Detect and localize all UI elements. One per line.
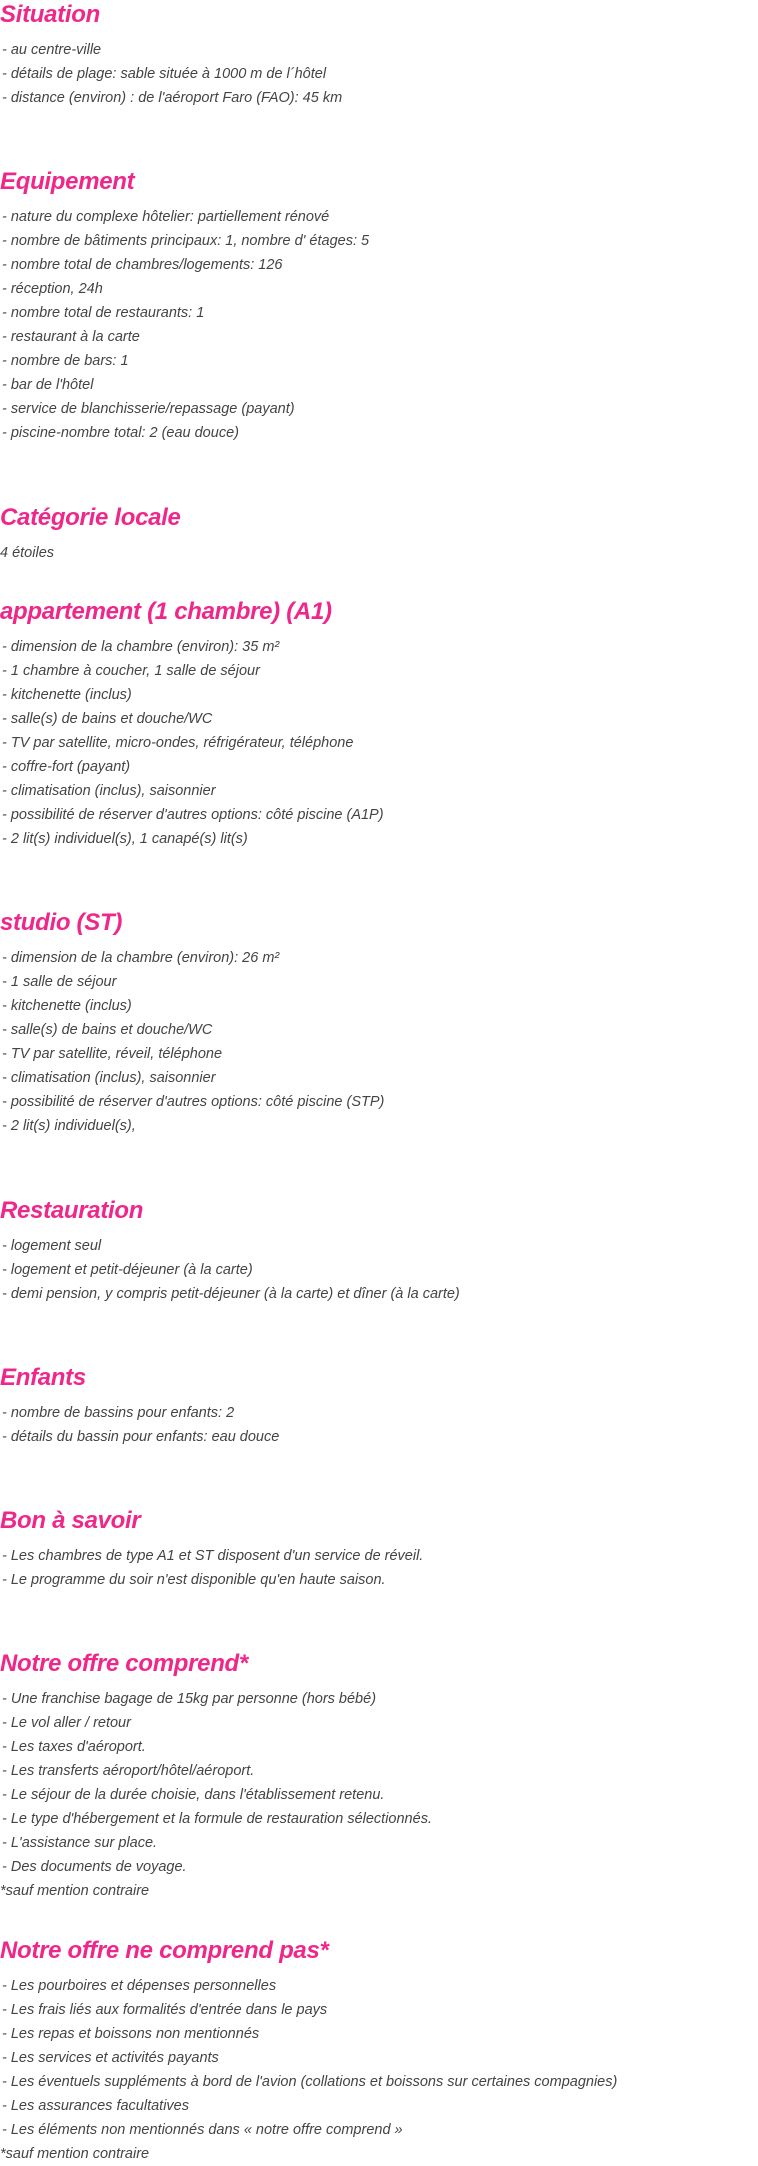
section-title: Notre offre ne comprend pas* [0, 1937, 329, 1964]
list-item: - Les taxes d'aéroport. [2, 1739, 146, 1755]
list-item: - TV par satellite, réveil, téléphone [2, 1046, 223, 1062]
list-item: - distance (environ) : de l'aéroport Faro (FAO): 45 km [2, 90, 343, 106]
section-lines [0, 1544, 758, 1592]
section-restauration [0, 1196, 758, 1306]
list-item: - 1 chambre à coucher, 1 salle de séjour [2, 663, 260, 679]
list-item: - kitchenette (inclus) [2, 998, 132, 1014]
section-lines [0, 1974, 758, 2166]
list-item: - Une franchise bagage de 15kg par personne (hors bébé) [2, 1691, 377, 1707]
list-item: - nombre de bassins pour enfants: 2 [2, 1405, 235, 1421]
section-offre-ne-comprend-pas [0, 1936, 758, 2166]
section-title: Enfants [0, 1364, 86, 1391]
list-item: - Les éléments non mentionnés dans « notre offre comprend » [2, 2122, 403, 2138]
list-item: - Les repas et boissons non mentionnés [2, 2026, 260, 2042]
list-item: - nombre de bâtiments principaux: 1, nombre d' étages: 5 [2, 233, 370, 249]
section-title: Catégorie locale [0, 504, 181, 531]
list-item: - Le vol aller / retour [2, 1715, 131, 1731]
section-enfants [0, 1363, 758, 1449]
list-item: - kitchenette (inclus) [2, 687, 132, 703]
section-title: Notre offre comprend* [0, 1650, 248, 1677]
list-item: - possibilité de réserver d'autres options: côté piscine (A1P) [2, 807, 384, 823]
list-item: - TV par satellite, micro-ondes, réfrigérateur, téléphone [2, 735, 354, 751]
section-title: appartement (1 chambre) (A1) [0, 598, 332, 625]
list-item: - nombre de bars: 1 [2, 353, 129, 369]
list-item: - restaurant à la carte [2, 329, 140, 345]
list-item: - Les pourboires et dépenses personnelles [2, 1978, 277, 1994]
section-title: Bon à savoir [0, 1507, 141, 1534]
section-lines [0, 205, 758, 445]
list-item: - détails de plage: sable située à 1000 m de l´hôtel [2, 66, 327, 82]
list-item: - logement seul [2, 1238, 102, 1254]
section-title: Equipement [0, 168, 135, 195]
list-item: - L'assistance sur place. [2, 1835, 158, 1851]
list-item: - Les chambres de type A1 et ST disposent d'un service de réveil. [2, 1548, 424, 1564]
list-item: - logement et petit-déjeuner (à la carte) [2, 1262, 253, 1278]
section-title: studio (ST) [0, 909, 123, 936]
list-item: - réception, 24h [2, 281, 103, 297]
list-item: - Les assurances facultatives [2, 2098, 189, 2114]
section-studio [0, 908, 758, 1138]
list-item: - possibilité de réserver d'autres options: côté piscine (STP) [2, 1094, 385, 1110]
section-appartement [0, 597, 758, 851]
list-item: - climatisation (inclus), saisonnier [2, 1070, 216, 1086]
list-item: - bar de l'hôtel [2, 377, 94, 393]
list-item: - climatisation (inclus), saisonnier [2, 783, 216, 799]
section-title: Situation [0, 1, 100, 28]
section-title: Restauration [0, 1197, 144, 1224]
footnote: *sauf mention contraire [0, 2146, 150, 2162]
list-item: - Le type d'hébergement et la formule de restauration sélectionnés. [2, 1811, 432, 1827]
section-equipement [0, 167, 758, 445]
section-lines [0, 38, 758, 110]
list-item: - nombre total de chambres/logements: 126 [2, 257, 283, 273]
list-item: - 2 lit(s) individuel(s), [2, 1118, 136, 1134]
section-lines [0, 1401, 758, 1449]
section-situation [0, 0, 758, 110]
list-item: - service de blanchisserie/repassage (payant) [2, 401, 295, 417]
list-item: - Les services et activités payants [2, 2050, 219, 2066]
list-item: - nature du complexe hôtelier: partiellement rénové [2, 209, 330, 225]
section-offre-comprend [0, 1649, 758, 1903]
list-item: - piscine-nombre total: 2 (eau douce) [2, 425, 239, 441]
list-item: - demi pension, y compris petit-déjeuner (à la carte) et dîner (à la carte) [2, 1286, 460, 1302]
list-item: - Les éventuels suppléments à bord de l'avion (collations et boissons sur certaines compagnies) [2, 2074, 618, 2090]
list-item: - détails du bassin pour enfants: eau douce [2, 1429, 280, 1445]
list-item: - Les transferts aéroport/hôtel/aéroport. [2, 1763, 255, 1779]
section-lines [0, 1234, 758, 1306]
section-lines [0, 635, 758, 851]
list-item: - Des documents de voyage. [2, 1859, 187, 1875]
list-item: - coffre-fort (payant) [2, 759, 131, 775]
list-item: - Le programme du soir n'est disponible qu'en haute saison. [2, 1572, 386, 1588]
list-item: - 2 lit(s) individuel(s), 1 canapé(s) lit(s) [2, 831, 248, 847]
section-lines [0, 541, 758, 565]
list-item: - salle(s) de bains et douche/WC [2, 1022, 213, 1038]
section-bon-a-savoir [0, 1506, 758, 1592]
section-lines [0, 1687, 758, 1903]
list-item: - 1 salle de séjour [2, 974, 117, 990]
list-item: - dimension de la chambre (environ): 35 m² [2, 639, 280, 655]
list-item: - Les frais liés aux formalités d'entrée dans le pays [2, 2002, 328, 2018]
list-item: - dimension de la chambre (environ): 26 m² [2, 950, 280, 966]
list-item: - Le séjour de la durée choisie, dans l'établissement retenu. [2, 1787, 385, 1803]
list-item: - au centre-ville [2, 42, 102, 58]
list-item: - nombre total de restaurants: 1 [2, 305, 205, 321]
list-item: - salle(s) de bains et douche/WC [2, 711, 213, 727]
footnote: *sauf mention contraire [0, 1883, 150, 1899]
section-lines [0, 946, 758, 1138]
section-categorie-locale [0, 503, 758, 565]
list-item: 4 étoiles [0, 545, 55, 561]
